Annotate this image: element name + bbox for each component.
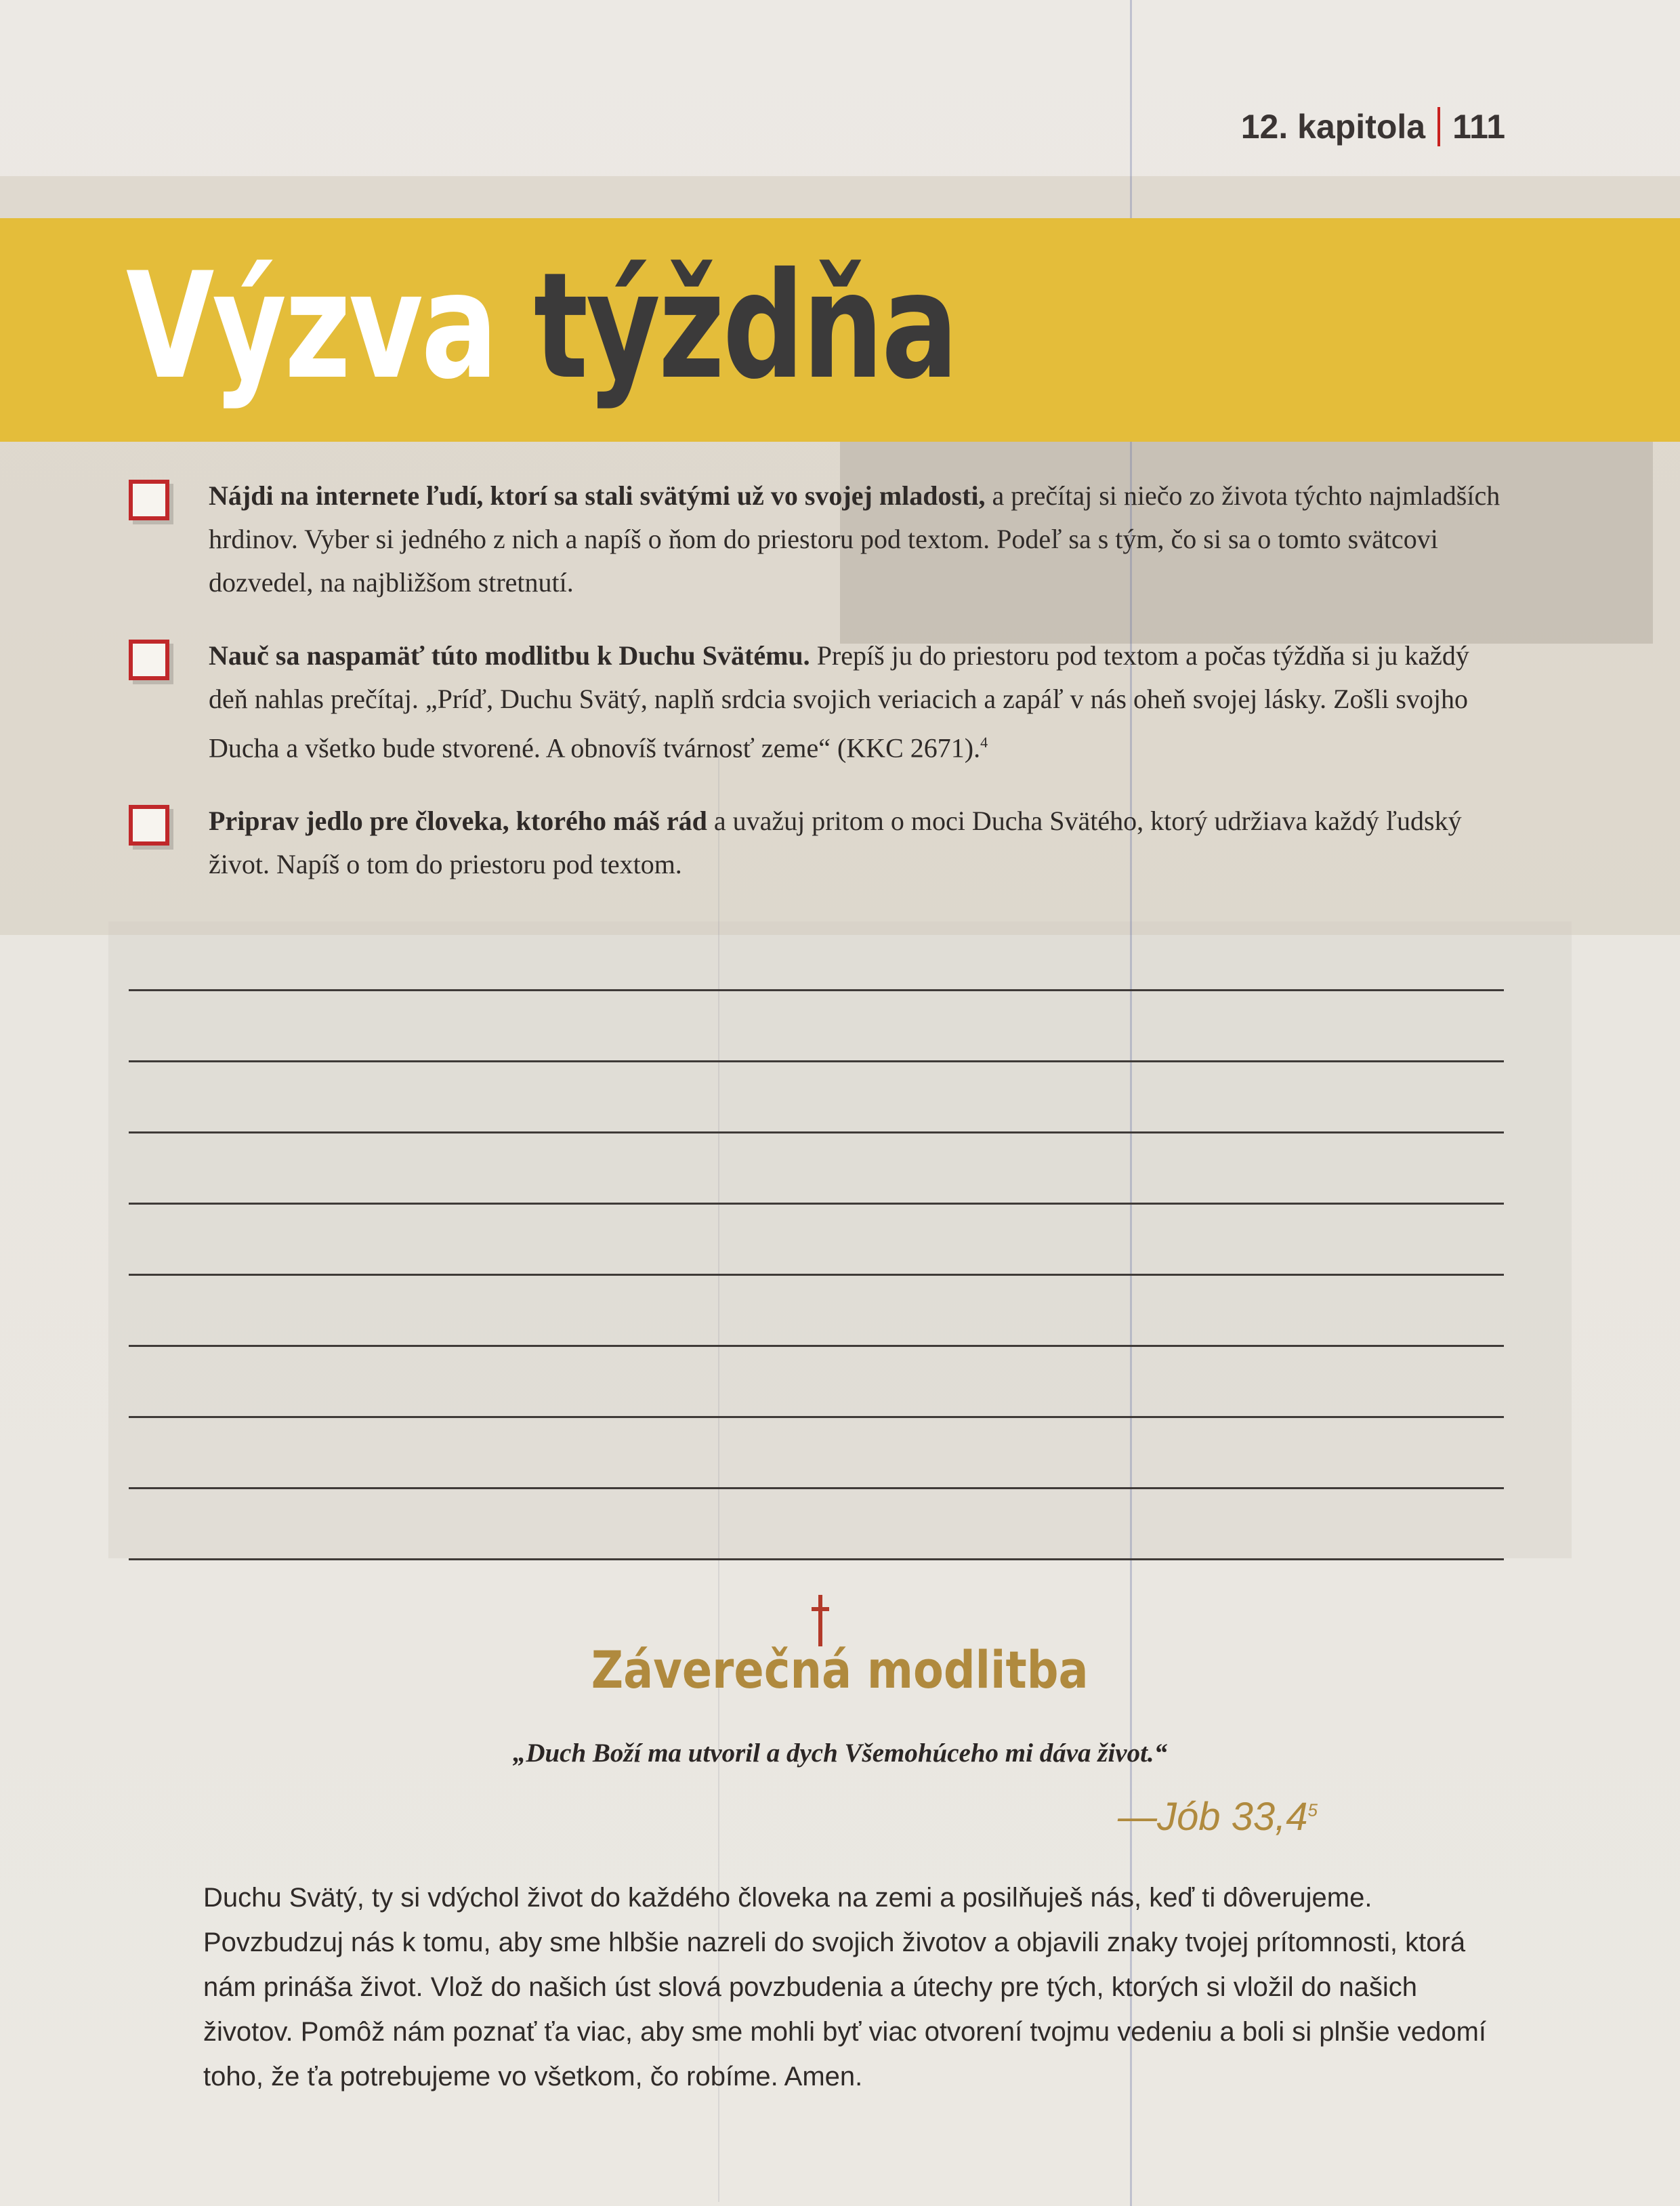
background-texture-lower	[108, 921, 1572, 1558]
writing-line	[129, 1345, 1504, 1347]
page-title	[126, 238, 957, 415]
footnote-marker: 5	[1307, 1799, 1318, 1820]
writing-line	[129, 989, 1504, 991]
task-lead: Nauč sa naspamäť túto modlitbu k Duchu Svätému.	[209, 640, 810, 671]
page-number: 111	[1452, 108, 1505, 146]
writing-line	[129, 1558, 1504, 1560]
task-item-3	[129, 799, 1511, 886]
writing-line	[129, 1487, 1504, 1489]
task-lead: Nájdi na internete ľudí, ktorí sa stali svätými už vo svojej mladosti,	[209, 480, 986, 511]
writing-line	[129, 1131, 1504, 1133]
writing-line	[129, 1416, 1504, 1418]
task-item-1	[129, 474, 1511, 604]
scripture-quote: „Duch Boží ma utvoril a dych Všemohúceho mi dáva život.“	[512, 1739, 1168, 1768]
writing-line	[129, 1060, 1504, 1062]
checkbox[interactable]	[129, 640, 169, 680]
task-text	[209, 474, 1511, 604]
closing-prayer-title	[0, 1640, 1680, 1700]
scripture-reference	[1118, 1794, 1318, 1839]
title-word-2: týždňa	[533, 241, 957, 411]
running-header	[1241, 107, 1505, 146]
closing-prayer-title-text: Záverečná modlitba	[591, 1640, 1089, 1700]
chapter-label: 12. kapitola	[1240, 108, 1426, 146]
writing-line	[129, 1203, 1504, 1205]
writing-line	[129, 1274, 1504, 1276]
task-text	[209, 634, 1511, 770]
title-word-1: Výzva	[126, 241, 497, 411]
task-lead: Priprav jedlo pre človeka, ktorého máš rád	[209, 806, 707, 836]
checkbox[interactable]	[129, 480, 169, 520]
footnote-marker: 4	[980, 734, 988, 751]
task-body: a prečítaj si niečo zo života týchto najmladších hrdinov. Vyber si jedného z nich a napíš o ňom do priestoru pod textom. Podeľ sa s tým, čo si sa o tomto svätcovi dozvedel, na najbližšom stretnutí.	[209, 480, 1500, 598]
task-item-2	[129, 634, 1511, 770]
checkbox[interactable]	[129, 805, 169, 846]
task-text	[209, 799, 1511, 886]
header-separator	[1437, 107, 1440, 146]
scripture-reference-text: —Jób 33,4	[1118, 1795, 1308, 1839]
task-body: Prepíš ju do priestoru pod textom a počas týždňa si ju každý deň nahlas prečítaj. „Príď, Duchu Svätý, naplň srdcia svojich veriacich a zapáľ v nás oheň svojej lásky. Zošli svojho Ducha a všetko bude stvorené. A obnovíš tvárnosť zeme“ (KKC 2671).	[209, 640, 1469, 764]
task-body: a uvažuj pritom o moci Ducha Svätého, ktorý udržiava každý ľudský život. Napíš o tom do priestoru pod textom.	[209, 806, 1462, 879]
prayer-text: Duchu Svätý, ty si vdýchol život do každého človeka na zemi a posilňuješ nás, keď ti dôverujeme. Povzbudzuj nás k tomu, aby sme hlbšie nazreli do svojich životov a objavili znaky tvojej prítomnosti, ktorá nám prináša život. Vlož do našich úst slová povzbudenia a útechy pre tých, ktorých si vložil do našich životov. Pomôž nám poznať ťa viac, aby sme mohli byť viac otvorení tvojmu vedeniu a boli si plnšie vedomí toho, že ťa potrebujeme vo všetkom, čo robíme. Amen.	[203, 1883, 1487, 2091]
